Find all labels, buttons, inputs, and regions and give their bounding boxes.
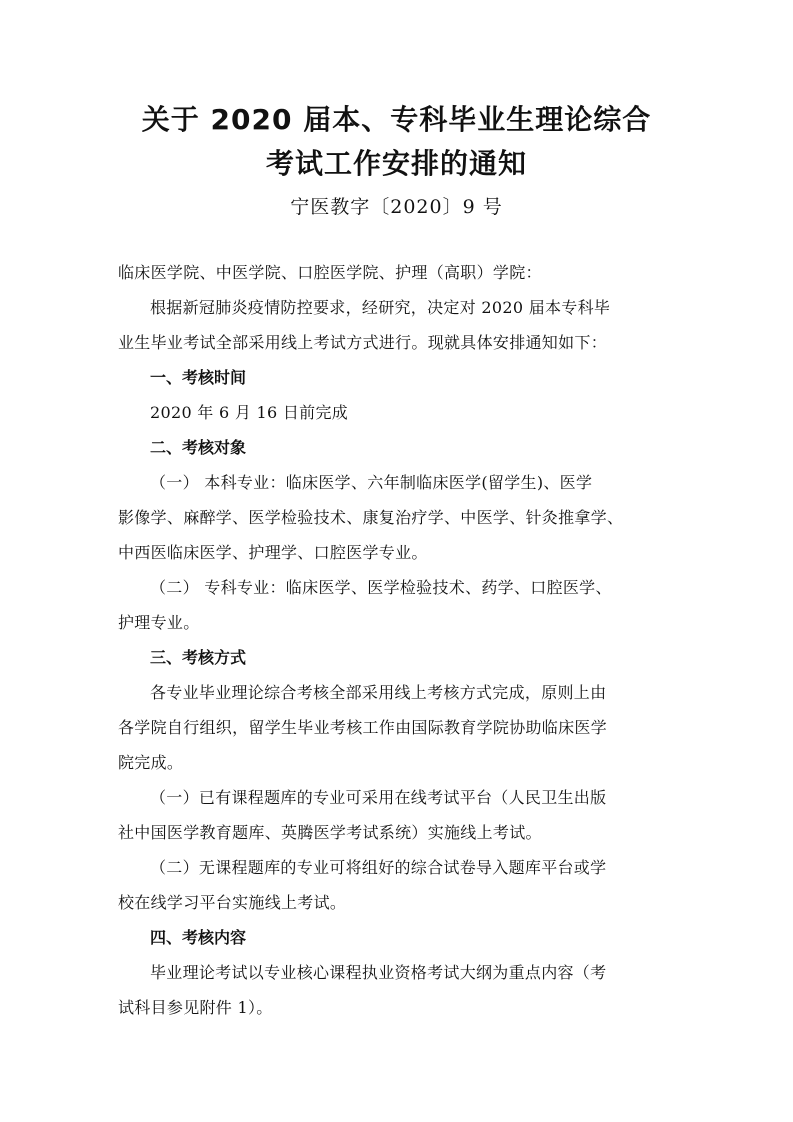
section-heading-content: 四、考核内容 bbox=[150, 928, 247, 947]
method-p1-line-1: 各专业毕业理论综合考核全部采用线上考核方式完成，原则上由 bbox=[150, 683, 607, 702]
method-p1-line-3: 院完成。 bbox=[118, 753, 184, 772]
section-heading-time: 一、考核时间 bbox=[150, 368, 247, 387]
document-title-line1: 关于 2020 届本、专科毕业生理论综合 bbox=[141, 103, 652, 136]
document-number: 宁医教字〔2020〕9 号 bbox=[290, 196, 503, 218]
content-line-2: 试科目参见附件 1）。 bbox=[118, 998, 273, 1017]
targets-junior-line-1: （二） 专科专业：临床医学、医学检验技术、药学、口腔医学、 bbox=[150, 578, 612, 597]
targets-junior-line-2: 护理专业。 bbox=[118, 613, 200, 632]
targets-undergrad-line-2: 影像学、麻醉学、医学检验技术、康复治疗学、中医学、针灸推拿学、 bbox=[118, 508, 624, 527]
targets-undergrad-line-3: 中西医临床医学、护理学、口腔医学专业。 bbox=[118, 543, 428, 562]
method-p3-line-1: （二）无课程题库的专业可将组好的综合试卷导入题库平台或学 bbox=[150, 858, 607, 877]
method-p2-line-1: （一）已有课程题库的专业可采用在线考试平台（人民卫生出版 bbox=[150, 788, 607, 807]
section-heading-targets: 二、考核对象 bbox=[150, 438, 247, 457]
content-line-1: 毕业理论考试以专业核心课程执业资格考试大纲为重点内容（考 bbox=[150, 963, 607, 982]
method-p1-line-2: 各学院自行组织，留学生毕业考核工作由国际教育学院协助临床医学 bbox=[118, 718, 608, 737]
intro-line-2: 业生毕业考试全部采用线上考试方式进行。现就具体安排通知如下： bbox=[118, 333, 608, 352]
method-p3-line-2: 校在线学习平台实施线上考试。 bbox=[118, 893, 347, 912]
targets-undergrad-line-1: （一） 本科专业：临床医学、六年制临床医学(留学生)、医学 bbox=[150, 473, 593, 492]
section-heading-method: 三、考核方式 bbox=[150, 648, 247, 667]
method-p2-line-2: 社中国医学教育题库、英腾医学考试系统）实施线上考试。 bbox=[118, 823, 542, 842]
document-title-line2: 考试工作安排的通知 bbox=[265, 147, 527, 180]
time-text: 2020 年 6 月 16 日前完成 bbox=[150, 403, 349, 422]
recipients-line: 临床医学院、中医学院、口腔医学院、护理（高职）学院： bbox=[118, 263, 542, 282]
intro-line-1: 根据新冠肺炎疫情防控要求，经研究，决定对 2020 届本专科毕 bbox=[150, 298, 611, 317]
